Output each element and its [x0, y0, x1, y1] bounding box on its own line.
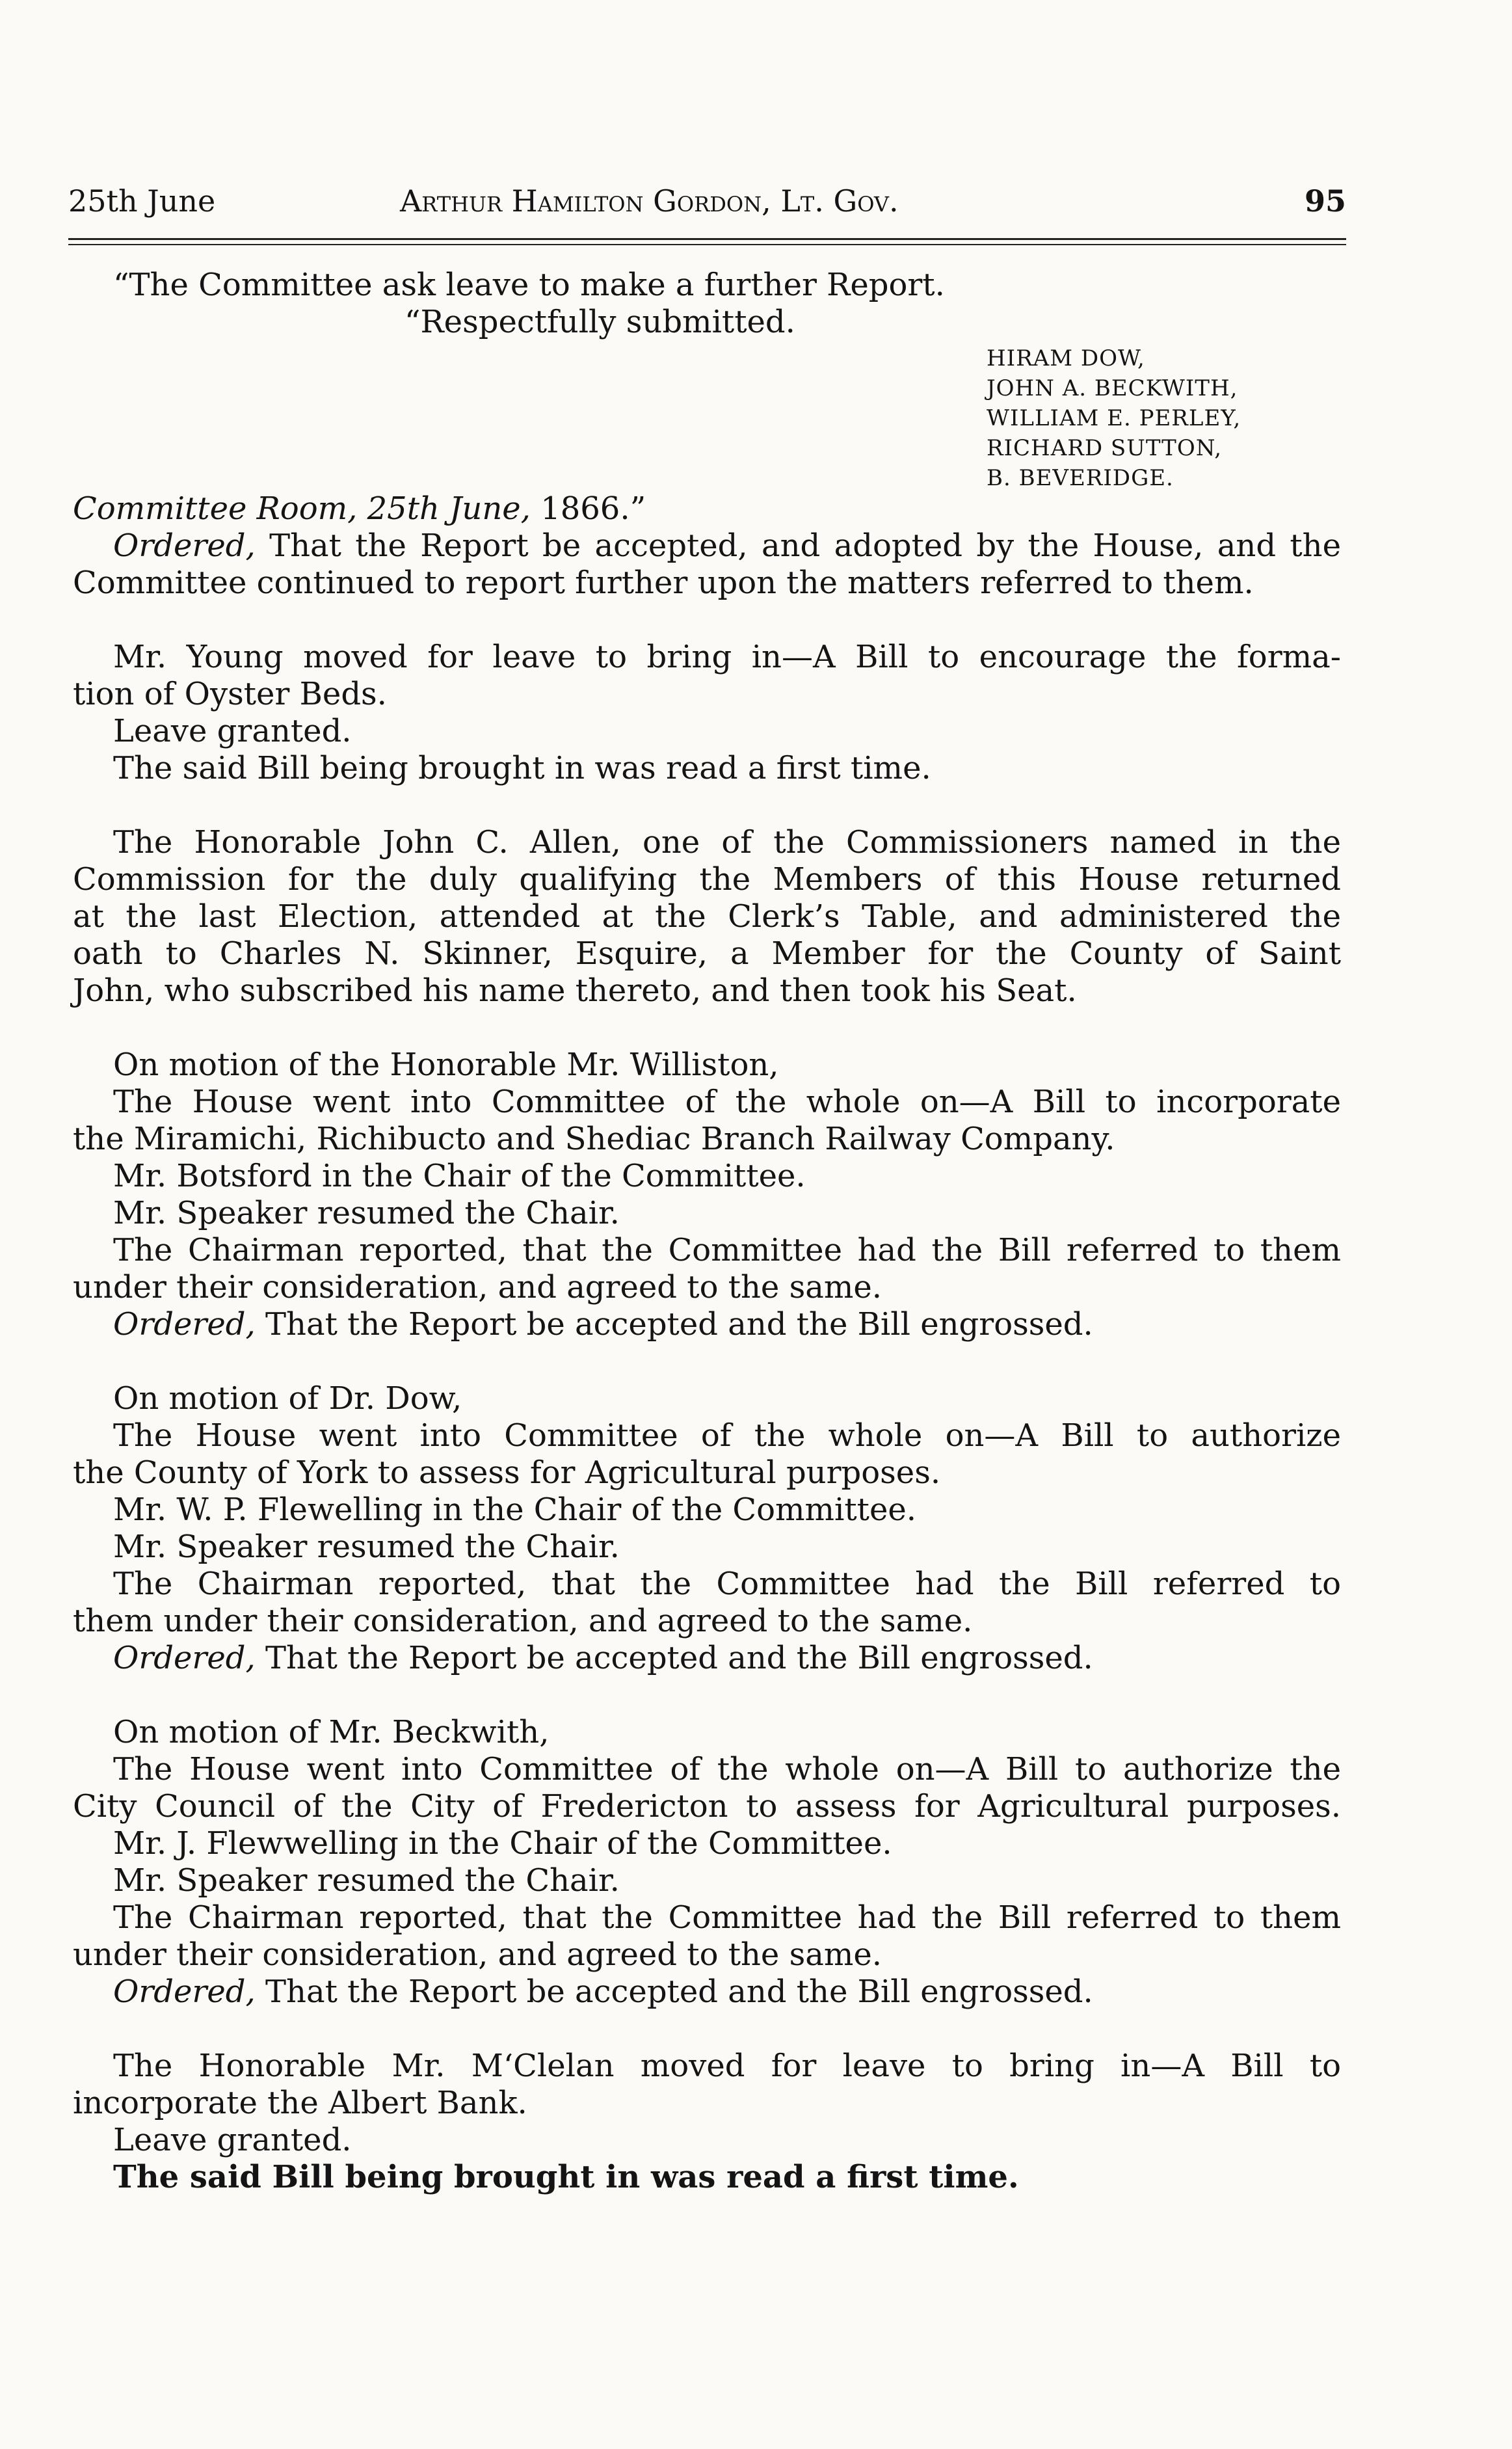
paragraph-line: the County of York to assess for Agricultural purposes.	[73, 1454, 941, 1491]
paragraph-line: On motion of the Honorable Mr. Williston,	[113, 1047, 779, 1083]
paragraph-line	[73, 1974, 1341, 2011]
place-date: 25th June,	[367, 490, 531, 527]
paragraph-line: Mr. Botsford in the Chair of the Committee.	[113, 1158, 806, 1194]
paragraph-line: The House went into Committee of the whole on—A Bill to authorize the	[113, 1751, 1341, 1787]
page-number: 95	[1304, 183, 1346, 219]
page-body	[73, 267, 1341, 2196]
paragraph-line: Commission for the duly qualifying the Members of this House returned	[73, 861, 1341, 898]
paragraph-line: Mr. Speaker resumed the Chair.	[113, 1862, 620, 1899]
ordered-label: Ordered,	[113, 528, 256, 564]
signatory: HIRAM DOW,	[987, 345, 1145, 371]
paragraph-text: That the Report be accepted, and adopted by the House, and the	[255, 528, 1341, 564]
paragraph-line: The Honorable Mr. M‘Clelan moved for leave to bring in—A Bill to	[113, 2048, 1341, 2084]
signatory: WILLIAM E. PERLEY,	[987, 405, 1241, 431]
paragraph-line: Mr. W. P. Flewelling in the Chair of the Committee.	[113, 1492, 917, 1528]
paragraph-line: The Chairman reported, that the Committee had the Bill referred to	[113, 1566, 1341, 1602]
paragraph-line: oath to Charles N. Skinner, Esquire, a Member for the County of Saint	[73, 935, 1341, 972]
header-title: Arthur Hamilton Gordon, Lt. Gov.	[400, 183, 899, 219]
paragraph-line: The Chairman reported, that the Committee had the Bill referred to them	[113, 1232, 1341, 1268]
paragraph-line: Mr. Young moved for leave to bring in—A Bill to encourage the forma-	[113, 639, 1341, 675]
paragraph-line: Leave granted.	[113, 713, 352, 749]
paragraph-line: Leave granted.	[113, 2122, 352, 2158]
paragraph-line: The Chairman reported, that the Committee had the Bill referred to them	[113, 1899, 1341, 1936]
paragraph-line	[73, 1640, 1341, 1677]
paragraph-line: under their consideration, and agreed to the same.	[73, 1936, 882, 1973]
paragraph-line: City Council of the City of Fredericton to assess for Agricultural purposes.	[73, 1788, 1341, 1825]
place-label: Committee Room,	[73, 490, 358, 527]
paragraph-line: incorporate the Albert Bank.	[73, 2085, 527, 2121]
paragraph-line: under their consideration, and agreed to the same.	[73, 1269, 882, 1305]
paragraph-line	[73, 1306, 1341, 1343]
respectfully-submitted: “Respectfully submitted.	[405, 304, 795, 340]
paragraph-line: John, who subscribed his name thereto, and then took his Seat.	[73, 972, 1077, 1009]
signatory: RICHARD SUTTON,	[987, 435, 1223, 461]
place-year: 1866.”	[540, 490, 646, 527]
paragraph-line: tion of Oyster Beds.	[73, 676, 387, 712]
paragraph-line: The House went into Committee of the whole on—A Bill to incorporate	[113, 1084, 1341, 1120]
paragraph-line: them under their consideration, and agreed to the same.	[73, 1603, 973, 1639]
paragraph-text: That the Report be accepted and the Bill engrossed.	[255, 1640, 1093, 1676]
report-close-line: “The Committee ask leave to make a further Report.	[113, 267, 945, 303]
running-head	[68, 183, 1346, 222]
signatories	[987, 343, 1341, 493]
ordered-label: Ordered,	[113, 1306, 256, 1343]
paragraph-line: On motion of Mr. Beckwith,	[113, 1714, 550, 1750]
paragraph-line: Mr. Speaker resumed the Chair.	[113, 1195, 620, 1231]
header-date: 25th June	[68, 183, 216, 219]
paragraph-line: The Honorable John C. Allen, one of the Commissioners named in the	[113, 824, 1341, 861]
paragraph-line: Committee continued to report further upon the matters referred to them.	[73, 565, 1254, 601]
paragraph-line	[73, 528, 1341, 565]
ordered-label: Ordered,	[113, 1974, 256, 2010]
paragraph-text: That the Report be accepted and the Bill engrossed.	[255, 1306, 1093, 1343]
paragraph-text: That the Report be accepted and the Bill engrossed.	[255, 1974, 1093, 2010]
paragraph-line: The said Bill being brought in was read a first time.	[113, 2159, 1019, 2195]
paragraph-line: Mr. J. Flewwelling in the Chair of the Committee.	[113, 1825, 892, 1862]
paragraph-line: The House went into Committee of the whole on—A Bill to authorize	[113, 1417, 1341, 1454]
ordered-label: Ordered,	[113, 1640, 256, 1676]
paragraph-line: at the last Election, attended at the Clerk’s Table, and administered the	[73, 898, 1341, 935]
signatory: B. BEVERIDGE.	[987, 465, 1174, 491]
paragraph-line: the Miramichi, Richibucto and Shediac Branch Railway Company.	[73, 1121, 1115, 1157]
signatory: JOHN A. BECKWITH,	[987, 375, 1238, 401]
header-rule	[68, 238, 1346, 245]
paragraph-line: Mr. Speaker resumed the Chair.	[113, 1529, 620, 1565]
committee-room-dateline	[73, 490, 1341, 528]
paragraph-line: The said Bill being brought in was read a first time.	[113, 750, 931, 786]
paragraph-line: On motion of Dr. Dow,	[113, 1380, 462, 1417]
